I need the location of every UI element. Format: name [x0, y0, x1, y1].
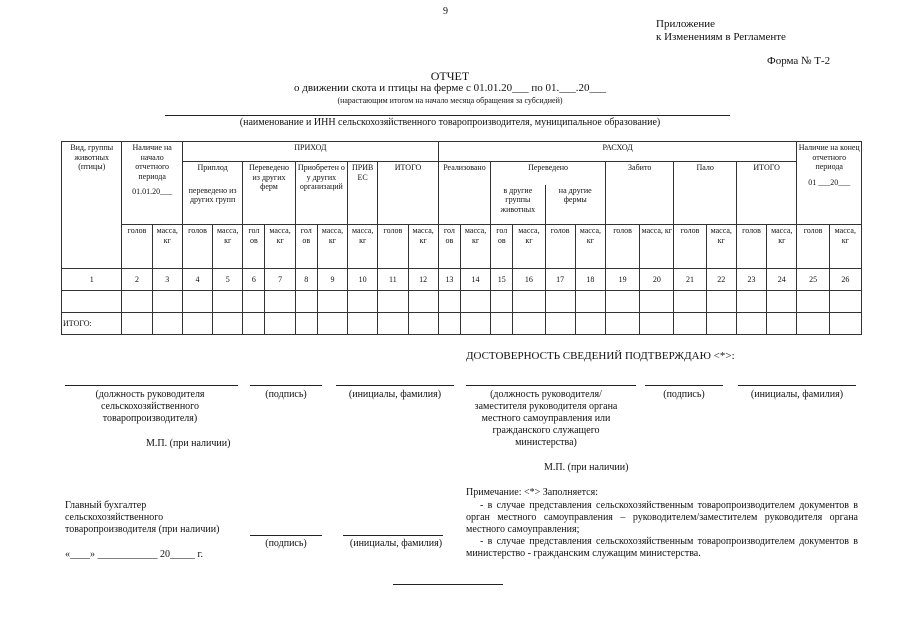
- table-cell[interactable]: [213, 291, 243, 313]
- table-cell[interactable]: [243, 291, 265, 313]
- table-cell[interactable]: [213, 313, 243, 335]
- table-cell[interactable]: [438, 291, 460, 313]
- table-cell[interactable]: [767, 291, 797, 313]
- accountant-name-caption: (инициалы, фамилия): [349, 538, 443, 549]
- table-cell[interactable]: [640, 313, 674, 335]
- col-num: 13: [438, 269, 460, 291]
- col-head-slaughtered: Забито: [605, 162, 673, 225]
- unit-mass: масса, кг: [213, 225, 243, 269]
- appendix-line2: к Изменениям в Регламенте: [656, 31, 786, 43]
- col-head-sold: Реализовано: [438, 162, 490, 225]
- col-num: 24: [767, 269, 797, 291]
- table-cell[interactable]: [491, 313, 513, 335]
- col-head-other: ПРИВ ЕС: [348, 162, 378, 225]
- table-cell[interactable]: [295, 291, 317, 313]
- units-row: [62, 225, 862, 269]
- unit-mass: масса, кг: [460, 225, 490, 269]
- report-subtitle: о движении скота и птицы на ферме с 01.01.20___ по 01.___.20___: [294, 82, 606, 94]
- table-cell[interactable]: [829, 291, 861, 313]
- table-cell[interactable]: [736, 313, 766, 335]
- table-cell[interactable]: [640, 291, 674, 313]
- unit-heads: голов: [674, 225, 706, 269]
- table-cell[interactable]: [408, 313, 438, 335]
- report-title: ОТЧЕТ: [430, 69, 470, 83]
- unit-mass: масса, кг: [706, 225, 736, 269]
- table-row-total: [62, 313, 862, 335]
- col-num: 11: [378, 269, 408, 291]
- unit-mass: масса, кг: [265, 225, 295, 269]
- table-cell[interactable]: [122, 313, 152, 335]
- table-cell[interactable]: [545, 291, 575, 313]
- col-num: 5: [213, 269, 243, 291]
- sign-line-name-left: [336, 385, 454, 386]
- org-name-line: [165, 115, 730, 116]
- expense-header: РАСХОД: [438, 142, 797, 162]
- unit-heads: голов: [605, 225, 639, 269]
- table-cell[interactable]: [438, 313, 460, 335]
- col-num: 1: [62, 269, 122, 291]
- table-cell[interactable]: [605, 291, 639, 313]
- sign-line-position-right: [466, 385, 636, 386]
- col-head-to-groups: в другие группы животных: [491, 185, 545, 225]
- col-num: 15: [491, 269, 513, 291]
- unit-mass: масса, кг: [317, 225, 347, 269]
- unit-heads: гол ов: [295, 225, 317, 269]
- col-num: 25: [797, 269, 829, 291]
- unit-mass: масса, кг: [348, 225, 378, 269]
- income-header: ПРИХОД: [182, 142, 438, 162]
- table-cell[interactable]: [378, 313, 408, 335]
- right-signature-caption: (подпись): [663, 389, 705, 400]
- col-num: 19: [605, 269, 639, 291]
- col-num: 16: [513, 269, 545, 291]
- unit-heads: голов: [797, 225, 829, 269]
- table-cell[interactable]: [317, 291, 347, 313]
- table-cell[interactable]: [767, 313, 797, 335]
- table-cell[interactable]: [491, 291, 513, 313]
- unit-heads: голов: [736, 225, 766, 269]
- col-head-purchased: Приобретен о у других организаций: [295, 162, 347, 225]
- table-cell[interactable]: [706, 313, 736, 335]
- table-cell[interactable]: [182, 291, 212, 313]
- closing-label: Наличие на конец отчетного периода: [798, 143, 860, 171]
- confirm-heading: ДОСТОВЕРНОСТЬ СВЕДЕНИЙ ПОДТВЕРЖДАЮ <*>:: [466, 350, 735, 362]
- col-head-to-farms: на другие фермы: [545, 185, 605, 225]
- col-num: 3: [152, 269, 182, 291]
- col-head-income-total: ИТОГО: [378, 162, 439, 225]
- accountant-name-line: [343, 535, 443, 536]
- unit-heads: голов: [182, 225, 212, 269]
- col-num: 12: [408, 269, 438, 291]
- col-num: 20: [640, 269, 674, 291]
- table-cell[interactable]: [317, 313, 347, 335]
- table-cell[interactable]: [797, 313, 829, 335]
- left-name-caption: (инициалы, фамилия): [348, 389, 442, 400]
- unit-heads: голов: [545, 225, 575, 269]
- col-num: 4: [182, 269, 212, 291]
- report-period-note: (нарастающим итогом на начало месяца обращения за субсидией): [337, 96, 563, 105]
- sign-line-position-left: [65, 385, 238, 386]
- livestock-movement-table: [61, 141, 862, 335]
- table-cell[interactable]: [736, 291, 766, 313]
- total-row-label: ИТОГО:: [62, 313, 122, 335]
- table-cell[interactable]: [513, 291, 545, 313]
- col-head-dead: Пало: [674, 162, 736, 225]
- org-name-caption: (наименование и ИНН сельскохозяйственного товаропроизводителя, муниципальное образование): [239, 117, 661, 128]
- sign-line-name-right: [738, 385, 856, 386]
- unit-heads: гол ов: [491, 225, 513, 269]
- form-label: Форма № Т-2: [767, 55, 831, 67]
- col-num: 21: [674, 269, 706, 291]
- footnote-heading: Примечание: <*> Заполняется:: [466, 487, 598, 498]
- table-cell[interactable]: [460, 313, 490, 335]
- col-num: 2: [122, 269, 152, 291]
- page-number: 9: [443, 6, 448, 17]
- accountant-signature-caption: (подпись): [265, 538, 307, 549]
- table-cell[interactable]: [575, 291, 605, 313]
- col-head-transfer-groups: переведено из других групп: [182, 185, 242, 225]
- table-cell[interactable]: [348, 291, 378, 313]
- table-cell[interactable]: [152, 291, 182, 313]
- end-divider: [393, 584, 503, 585]
- table-cell[interactable]: [513, 313, 545, 335]
- table-cell[interactable]: [295, 313, 317, 335]
- footnote-item-1: - в случае представления сельскохозяйственным товаропроизводителем документов в орган местного самоуправления – руководителем/заместителем руководителя органа местного самоуправления;: [466, 500, 858, 535]
- unit-heads: гол ов: [243, 225, 265, 269]
- col-num: 6: [243, 269, 265, 291]
- col-head-birth: Приплод: [182, 162, 242, 185]
- unit-heads: голов: [122, 225, 152, 269]
- col-num: 26: [829, 269, 861, 291]
- accountant-signature-line: [250, 535, 322, 536]
- closing-date: 01 ___20___: [808, 177, 851, 187]
- col-head-opening: [122, 142, 182, 225]
- column-number-row: [62, 269, 862, 291]
- appendix-line1: Приложение: [656, 18, 716, 30]
- table-cell[interactable]: [265, 291, 295, 313]
- col-head-transferred: Переведено: [491, 162, 606, 185]
- table-cell[interactable]: [62, 291, 122, 313]
- table-cell[interactable]: [408, 291, 438, 313]
- table-row-empty: [62, 291, 862, 313]
- unit-mass: масса, кг: [640, 225, 674, 269]
- col-num: 14: [460, 269, 490, 291]
- table-cell[interactable]: [122, 291, 152, 313]
- accountant-title: Главный бухгалтер сельскохозяйственного товаропроизводителя (при наличии): [65, 500, 220, 535]
- col-head-animal-type: Вид, группы животных (птицы): [62, 142, 122, 269]
- unit-heads: гол ов: [438, 225, 460, 269]
- footnote-item-2: - в случае представления сельскохозяйственным товаропроизводителем документов в министерство - гражданским служащим министерства.: [466, 536, 858, 559]
- unit-mass: масса, кг: [408, 225, 438, 269]
- unit-mass: масса, кг: [575, 225, 605, 269]
- col-num: 7: [265, 269, 295, 291]
- opening-label: Наличие на начало отчетного периода: [132, 143, 172, 181]
- col-num: 23: [736, 269, 766, 291]
- unit-mass: масса, кг: [829, 225, 861, 269]
- unit-mass: масса, кг: [152, 225, 182, 269]
- left-signature-caption: (подпись): [265, 389, 307, 400]
- table-cell[interactable]: [378, 291, 408, 313]
- table-cell[interactable]: [575, 313, 605, 335]
- unit-heads: голов: [378, 225, 408, 269]
- right-position-caption: (должность руководителя/заместителя руководителя органа местного самоуправления или гражданского служащего министерства): [474, 389, 618, 448]
- table-cell[interactable]: [706, 291, 736, 313]
- left-stamp: М.П. (при наличии): [146, 438, 231, 449]
- col-num: 8: [295, 269, 317, 291]
- col-head-transfer-farms: Переведено из других ферм: [243, 162, 295, 225]
- table-cell[interactable]: [829, 313, 861, 335]
- table-cell[interactable]: [545, 313, 575, 335]
- sign-line-signature-left: [250, 385, 322, 386]
- table-cell[interactable]: [265, 313, 295, 335]
- col-num: 18: [575, 269, 605, 291]
- table-cell[interactable]: [605, 313, 639, 335]
- table-cell[interactable]: [348, 313, 378, 335]
- col-num: 17: [545, 269, 575, 291]
- col-num: 9: [317, 269, 347, 291]
- col-head-expense-total: ИТОГО: [736, 162, 797, 225]
- left-position-caption: (должность руководителя сельскохозяйственного товаропроизводителя): [95, 389, 205, 424]
- opening-date: 01.01.20___: [132, 187, 173, 196]
- table-cell[interactable]: [182, 313, 212, 335]
- col-num: 22: [706, 269, 736, 291]
- table-cell[interactable]: [674, 313, 706, 335]
- sign-line-signature-right: [645, 385, 723, 386]
- unit-mass: масса, кг: [767, 225, 797, 269]
- accountant-date: «____» ____________ 20_____ г.: [65, 549, 203, 560]
- table-cell[interactable]: [674, 291, 706, 313]
- table-cell[interactable]: [243, 313, 265, 335]
- right-stamp: М.П. (при наличии): [544, 462, 629, 473]
- table-cell[interactable]: [797, 291, 829, 313]
- table-cell[interactable]: [460, 291, 490, 313]
- table-cell[interactable]: [152, 313, 182, 335]
- unit-mass: масса, кг: [513, 225, 545, 269]
- right-name-caption: (инициалы, фамилия): [750, 389, 844, 400]
- col-head-closing: [797, 142, 862, 225]
- col-num: 10: [348, 269, 378, 291]
